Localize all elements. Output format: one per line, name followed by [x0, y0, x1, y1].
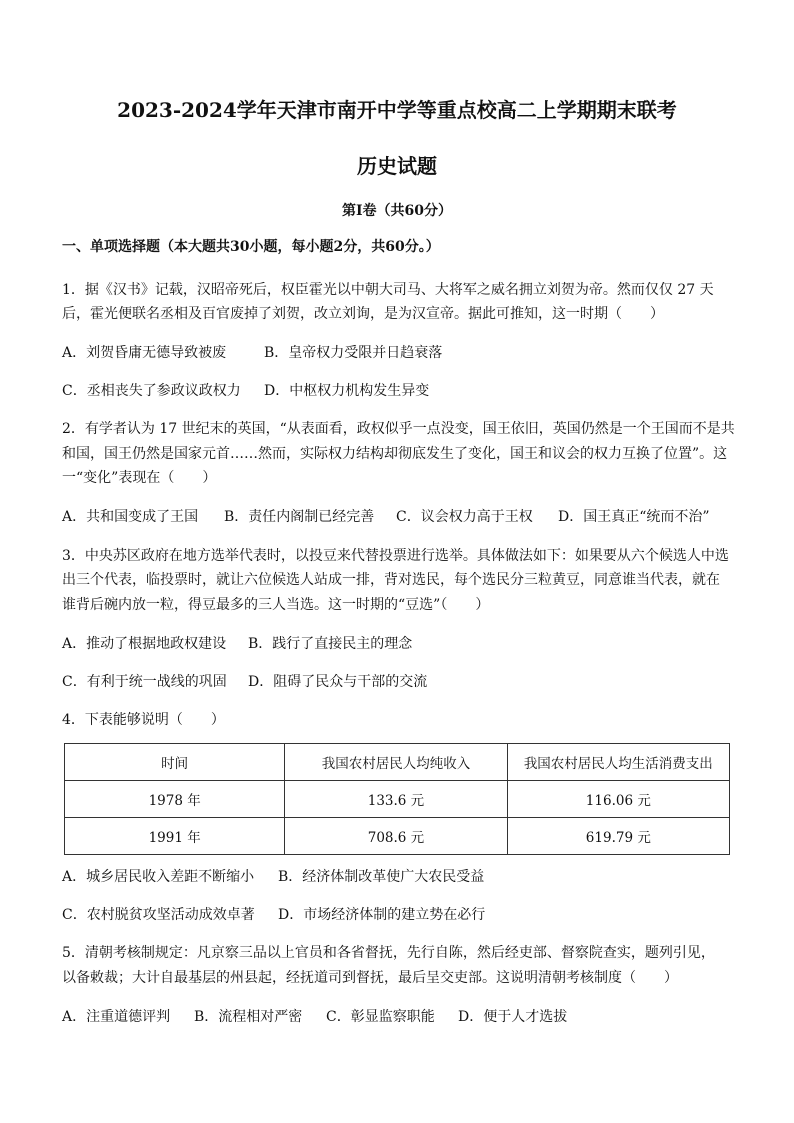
question-5-option-c[interactable]: C．彰显监察职能 [326, 1009, 435, 1025]
question-2-option-b[interactable]: B．责任内阁制已经完善 [224, 509, 375, 525]
question-1-option-b[interactable]: B．皇帝权力受限并日趋衰落 [264, 345, 443, 361]
table-header-cell: 时间 [65, 744, 285, 781]
question-3-option-d[interactable]: D．阻碍了民众与干部的交流 [248, 674, 428, 690]
question-3-text-line-3: 谁背后碗内放一粒，得豆最多的三人当选。这一时期的“豆选”（ ） [62, 597, 490, 613]
question-1-options-row-2 [62, 380, 429, 400]
table-cell: 1991 年 [65, 818, 285, 855]
question-1-text-line-1: 1．据《汉书》记载，汉昭帝死后，权臣霍光以中朝大司马、大将军之威名拥立刘贺为帝。然而仅仅 27 天 [62, 282, 714, 298]
table-cell: 619.79 元 [507, 818, 729, 855]
exam-title: 2023-2024学年天津市南开中学等重点校高二上学期期末联考 [117, 98, 677, 122]
question-1-option-d[interactable]: D．中枢权力机构发生异变 [264, 383, 430, 399]
question-4-text-line-1: 4．下表能够说明（ ） [62, 712, 225, 728]
question-5-text-line-2: 以备敕裁；大计自最基层的州县起，经抚道司到督抚，最后呈交吏部。这说明清朝考核制度（ ） [62, 970, 678, 986]
table-header-cell: 我国农村居民人均生活消费支出 [507, 744, 729, 781]
question-1-option-c[interactable]: C．丞相丧失了参政议政权力 [62, 383, 241, 399]
question-4-options-row-2 [62, 904, 485, 924]
table-header-cell: 我国农村居民人均纯收入 [285, 744, 507, 781]
question-2-option-c[interactable]: C．议会权力高于王权 [396, 509, 533, 525]
question-3-option-b[interactable]: B．践行了直接民主的理念 [248, 636, 413, 652]
question-3-text-line-2: 出三个代表，临投票时，就让六位候选人站成一排，背对选民，每个选民分三粒黄豆，同意谁当代表，就在 [62, 572, 720, 588]
question-5-text-line-1: 5．清朝考核制规定：凡京察三品以上官员和各省督抚，先行自陈，然后经吏部、督察院查实，题列引见， [62, 945, 715, 961]
question-4-option-a[interactable]: A．城乡居民收入差距不断缩小 [62, 869, 255, 885]
question-2-options-row [62, 506, 710, 526]
question-4-option-b[interactable]: B．经济体制改革使广大农民受益 [278, 869, 485, 885]
question-3-options-row-1 [62, 633, 412, 653]
table-cell: 708.6 元 [285, 818, 507, 855]
question-3-text-line-1: 3．中央苏区政府在地方选举代表时，以投豆来代替投票进行选举。具体做法如下：如果要从六个候选人中选 [62, 548, 729, 564]
table-row [65, 781, 730, 818]
question-4-options-row-1 [62, 866, 484, 886]
income-table [64, 743, 730, 855]
question-5-option-a[interactable]: A．注重道德评判 [62, 1009, 171, 1025]
question-2-option-a[interactable]: A．共和国变成了王国 [62, 509, 199, 525]
table-cell: 116.06 元 [507, 781, 729, 818]
question-5-option-d[interactable]: D．便于人才选拔 [458, 1009, 568, 1025]
question-5-options-row [62, 1006, 567, 1026]
question-1-text-line-2: 后，霍光便联名丞相及百官废掉了刘贺，改立刘询，是为汉宣帝。据此可推知，这一时期（ ） [62, 306, 664, 322]
table-row [65, 818, 730, 855]
question-3-options-row-2 [62, 671, 427, 691]
question-3-option-a[interactable]: A．推动了根据地政权建设 [62, 636, 227, 652]
question-5-option-b[interactable]: B．流程相对严密 [194, 1009, 303, 1025]
question-2-text-line-1: 2．有学者认为 17 世纪末的英国，“从表面看，政权似乎一点没变，国王依旧，英国仍然是一个王国而不是共 [62, 421, 735, 437]
table-header-row [65, 744, 730, 781]
question-3-option-c[interactable]: C．有利于统一战线的巩固 [62, 674, 227, 690]
table-cell: 1978 年 [65, 781, 285, 818]
exam-subject: 历史试题 [357, 154, 437, 178]
question-4-option-d[interactable]: D．市场经济体制的建立势在必行 [278, 907, 486, 923]
question-4-option-c[interactable]: C．农村脱贫攻坚活动成效卓著 [62, 907, 255, 923]
question-2-text-line-3: 一“变化”表现在（ ） [62, 470, 217, 486]
table-cell: 133.6 元 [285, 781, 507, 818]
part-heading: 第Ⅰ卷（共60分） [341, 203, 453, 219]
question-2-option-d[interactable]: D．国王真正“统而不治” [558, 509, 710, 525]
question-1-options-row-1 [62, 342, 442, 362]
question-1-option-a[interactable]: A．刘贺昏庸无德导致被废 [62, 345, 227, 361]
section-heading: 一、单项选择题（本大题共30小题，每小题2分，共60分。） [62, 239, 440, 255]
question-2-text-line-2: 和国，国王仍然是国家元首……然而，实际权力结构却彻底发生了变化，国王和议会的权力互换了位置”。这 [62, 446, 728, 462]
